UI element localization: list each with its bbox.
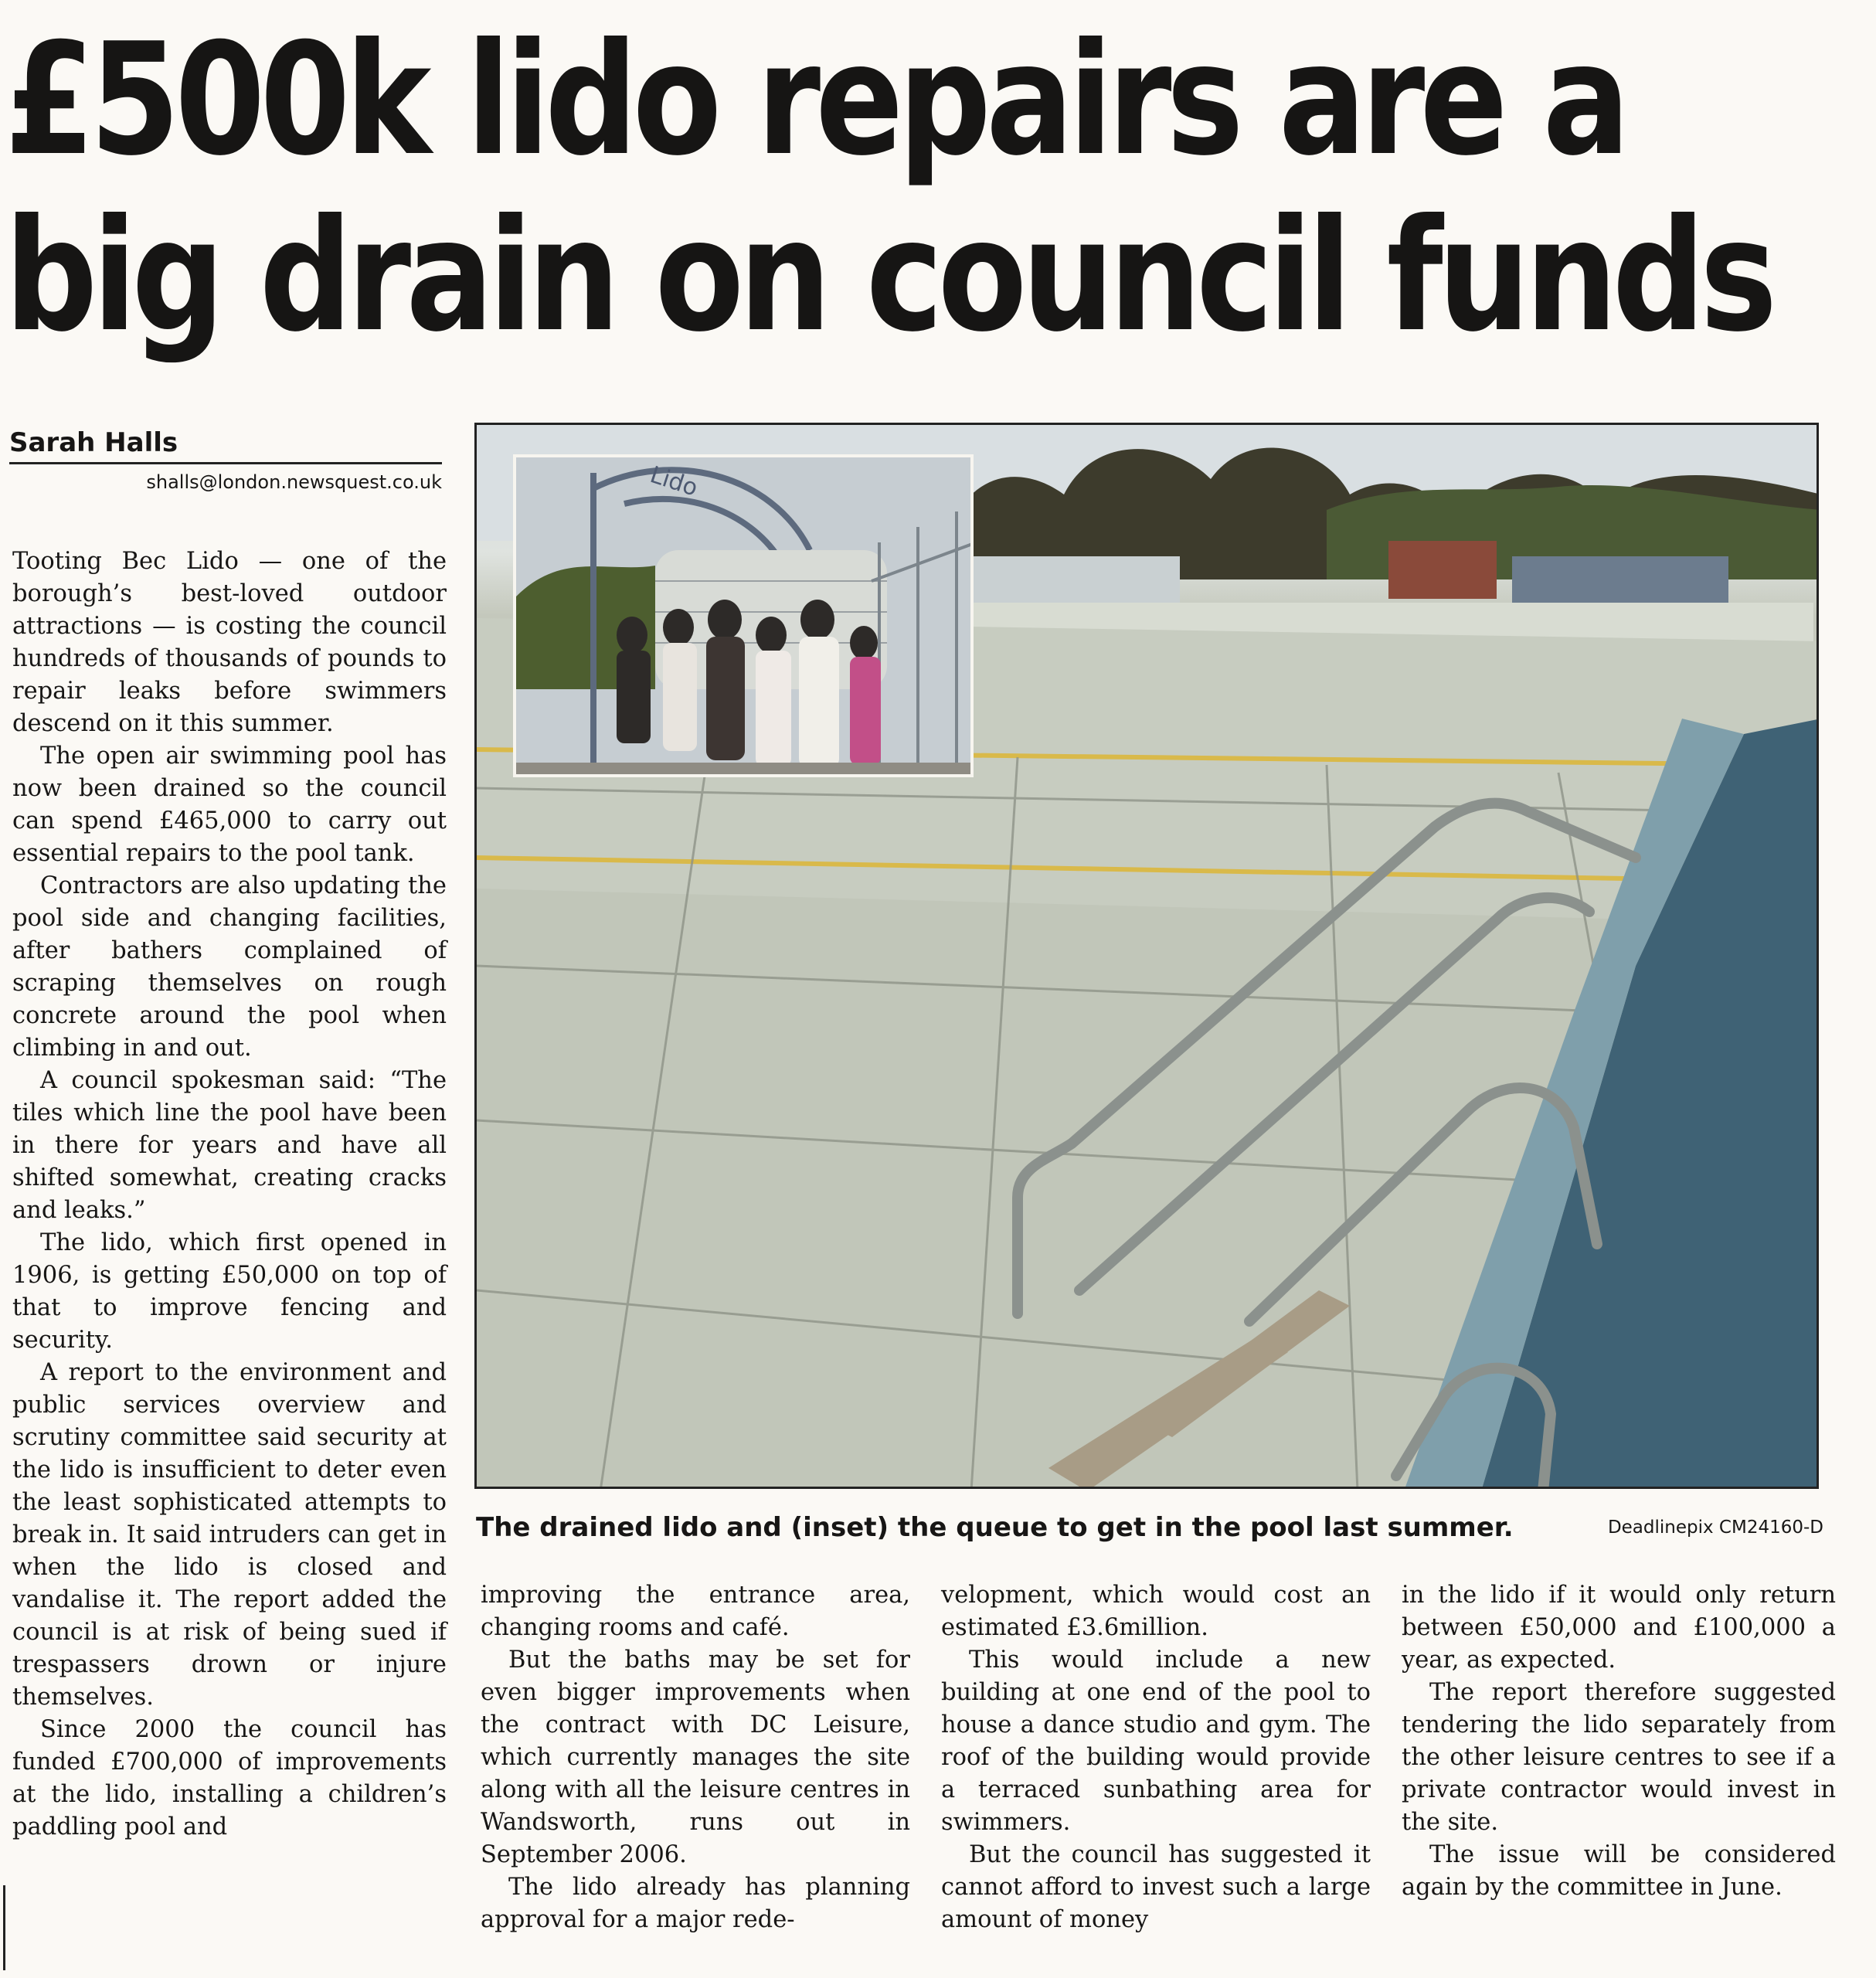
article-paragraph: Contractors are also updating the pool side and changing facilities, after bathers complained of scraping themselves on rough concrete around the pool when climbing in and out. xyxy=(12,872,447,1062)
article-paragraph: improving the entrance area, changing rooms and café. xyxy=(481,1582,910,1641)
article-paragraph: The report therefore suggested tendering the lido separately from the other leisure centres to see if a private contractor would invest in the site. xyxy=(1402,1679,1836,1836)
photo-credit: Deadlinepix CM24160-D xyxy=(1607,1517,1823,1538)
article-paragraph: But the baths may be set for even bigger improvements when the contract with DC Leisure, which currently manages the site along with all the leisure centres in Wandsworth, runs out in September 2006. xyxy=(481,1647,910,1868)
article-paragraph: in the lido if it would only return between £50,000 and £100,000 a year, as expected. xyxy=(1402,1582,1836,1674)
inset-sign-text: Lido xyxy=(646,461,702,502)
article-paragraph: A report to the environment and public services overview and scrutiny committee said security at the lido is insufficient to deter even the least sophisticated attempts to break in. It said intruders can get in when the lido is closed and vandalise it. The report added the council is at risk of being sued if trespassers drown or injure themselves. xyxy=(12,1359,447,1711)
headline-line-2: big drain on council funds xyxy=(5,186,1772,366)
article-paragraph: The open air swimming pool has now been drained so the council can spend £465,000 to carry out essential repairs to the pool tank. xyxy=(12,743,447,867)
page-edge-rule xyxy=(3,1885,5,1970)
article-column-3 xyxy=(941,1579,1371,1936)
article-paragraph: This would include a new building at one end of the pool to house a dance studio and gym. The roof of the building would provide a terraced sunbathing area for swimmers. xyxy=(941,1647,1371,1836)
article-column-1 xyxy=(12,545,447,1844)
article-column-4 xyxy=(1402,1579,1836,1904)
article-paragraph: The lido already has planning approval for a major rede- xyxy=(481,1874,910,1933)
byline-email: shalls@london.newsquest.co.uk xyxy=(146,471,442,493)
article-paragraph: The issue will be considered again by the committee in June. xyxy=(1402,1841,1836,1901)
article-paragraph: Since 2000 the council has funded £700,000 of improvements at the lido, installing a children’s paddling pool and xyxy=(12,1716,447,1840)
article-paragraph: The lido, which first opened in 1906, is getting £50,000 on top of that to improve fencing and security. xyxy=(12,1229,447,1354)
article-paragraph: Tooting Bec Lido — one of the borough’s best-loved outdoor attractions — is costing the council hundreds of thousands of pounds to repair leaks before swimmers descend on it this summer. xyxy=(12,548,447,737)
article-column-2 xyxy=(481,1579,910,1936)
article-paragraph: A council spokesman said: “The tiles which line the pool have been in there for years and have all shifted somewhat, creating cracks and leaks.” xyxy=(12,1067,447,1224)
inset-photo-queue xyxy=(513,454,974,777)
photo-caption: The drained lido and (inset) the queue to get in the pool last summer. xyxy=(476,1512,1514,1543)
byline-divider xyxy=(9,462,442,464)
headline-line-1: £500k lido repairs are a xyxy=(5,10,1626,190)
byline-author: Sarah Halls xyxy=(9,427,178,458)
article-paragraph: But the council has suggested it cannot afford to invest such a large amount of money xyxy=(941,1841,1371,1933)
article-paragraph: velopment, which would cost an estimated £3.6million. xyxy=(941,1582,1371,1641)
